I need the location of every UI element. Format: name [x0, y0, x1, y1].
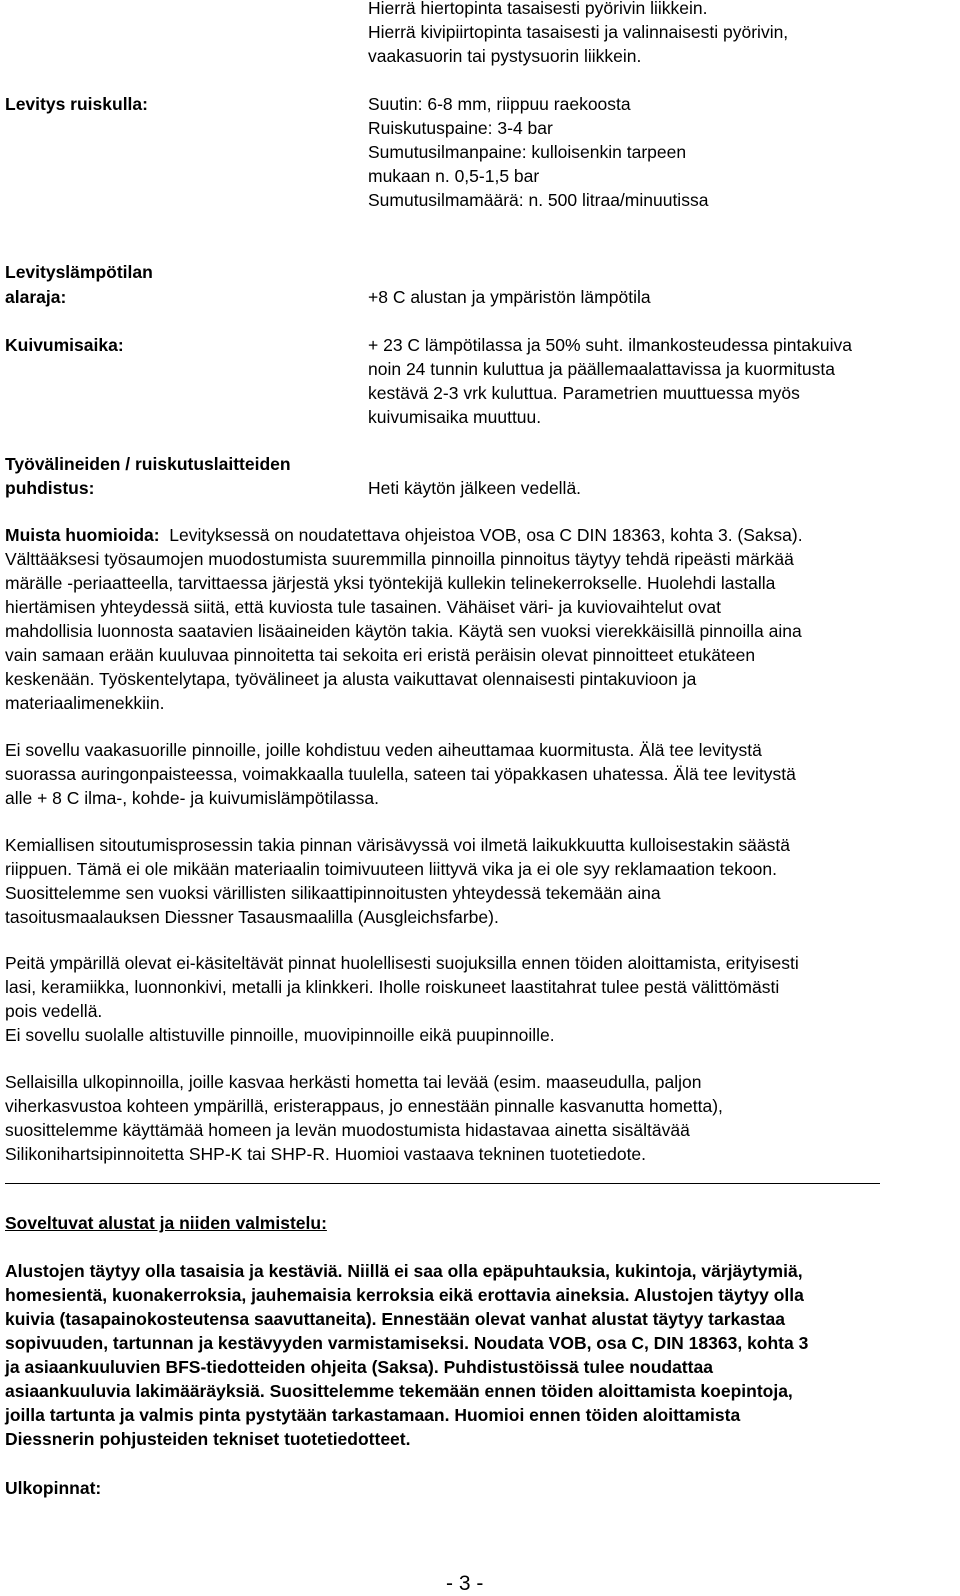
note-line-1: Välttääksesi työsaumojen muodostumista suuremmilla pinnoilla pinnoitus täytyy tehdä ripeästi märkää [5, 549, 794, 569]
para2-line-3: alle + 8 C ilma-, kohde- ja kuivumislämpötilassa. [5, 788, 379, 808]
para3-line-1: Kemiallisen sitoutumisprosessin takia pinnan värisävyssä voi ilmetä laikukkuutta kulloisestakin säästä [5, 835, 790, 855]
min-temp-value: +8 C alustan ja ympäristön lämpötila [368, 287, 651, 307]
cleaning-label-1: Työvälineiden / ruiskutuslaitteiden [5, 454, 291, 474]
spray-line-3: Sumutusilmanpaine: kulloisenkin tarpeen [368, 142, 687, 162]
note-line-4: mahdollisia luonnosta saatavien lisäaineiden käytön takia. Käytä sen vuoksi vierekkäisillä pinnoilla aina [5, 621, 802, 641]
bold-para-line-2: homesientä, kuonakerroksia, jauhemaisia kerroksia eikä erottavia aineksia. Alustojen täytyy olla [5, 1285, 804, 1305]
bold-para-line-7: joilla tartunta ja valmis pinta pystytään tarkastamaan. Huomioi ennen töiden aloittamista [5, 1405, 741, 1425]
ulkopinnat-label: Ulkopinnat: [5, 1478, 102, 1498]
para4-line-2: lasi, keramiikka, luonnonkivi, metalli ja klinkkeri. Iholle roiskuneet laastitahrat tulee pestä välittömästi [5, 977, 780, 997]
top-line-2: Hierrä kivipiirtopinta tasaisesti ja valinnaisesti pyörivin, [368, 22, 789, 42]
para4-line-4: Ei sovellu suolalle altistuville pinnoille, muovipinnoille eikä puupinnoille. [5, 1025, 555, 1045]
note-line-2: märälle -periaatteella, tarvittaessa järjestä yksi työntekijä kullekin telinekerrokselle. Huolehdi lastalla [5, 573, 776, 593]
min-temp-label-1: Levityslämpötilan [5, 262, 153, 282]
min-temp-label-2: alaraja: [5, 287, 67, 307]
para4-line-3: pois vedellä. [5, 1001, 103, 1021]
para3-line-4: tasoitusmaalauksen Diessner Tasausmaalilla (Ausgleichsfarbe). [5, 907, 499, 927]
section-heading: Soveltuvat alustat ja niiden valmistelu: [5, 1213, 327, 1233]
note-line-3: hiertämisen yhteydessä siitä, että kuviosta tule tasainen. Vähäiset väri- ja kuviovaihtelut ovat [5, 597, 721, 617]
note-first-rest: Levityksessä on noudatettava ohjeistoa VOB, osa C DIN 18363, kohta 3. (Saksa). [159, 525, 803, 545]
page-number: - 3 - [446, 1572, 484, 1595]
note-line-6: keskenään. Työskentelytapa, työvälineet ja alusta vaikuttavat olennaisesti pintakuvioon ja [5, 669, 697, 689]
para2-line-1: Ei sovellu vaakasuorille pinnoille, joille kohdistuu veden aiheuttamaa kuormitusta. Älä tee levitystä [5, 740, 762, 760]
note-lead: Muista huomioida: [5, 525, 160, 545]
top-line-1: Hierrä hiertopinta tasaisesti pyörivin liikkein. [368, 0, 708, 18]
bold-para-line-8: Diessnerin pohjusteiden tekniset tuotetiedotteet. [5, 1429, 411, 1449]
horizontal-rule [5, 1183, 880, 1184]
para3-line-3: Suosittelemme sen vuoksi värillisten silikaattipinnoitusten yhteydessä tekemään aina [5, 883, 661, 903]
spray-line-5: Sumutusilmamäärä: n. 500 litraa/minuutissa [368, 190, 709, 210]
para5-line-3: suosittelemme käyttämää homeen ja levän muodostumista hidastavaa ainetta sisältävää [5, 1120, 690, 1140]
spray-line-4: mukaan n. 0,5-1,5 bar [368, 166, 540, 186]
bold-para-line-4: sopivuuden, tartunnan ja kestävyyden varmistamiseksi. Noudata VOB, osa C, DIN 18363, kohta 3 [5, 1333, 809, 1353]
para5-line-1: Sellaisilla ulkopinnoilla, joille kasvaa herkästi hometta tai levää (esim. maaseudulla, paljon [5, 1072, 702, 1092]
para5-line-4: Silikonihartsipinnoitetta SHP-K tai SHP-R. Huomioi vastaava tekninen tuotetiedote. [5, 1144, 647, 1164]
para4-line-1: Peitä ympärillä olevat ei-käsiteltävät pinnat huolellisesti suojuksilla ennen töiden aloittamista, erityisesti [5, 953, 799, 973]
top-line-3: vaakasuorin tai pystysuorin liikkein. [368, 46, 642, 66]
drying-line-3: kestävä 2-3 vrk kuluttua. Parametrien muuttuessa myös [368, 383, 800, 403]
bold-para-line-1: Alustojen täytyy olla tasaisia ja kestäviä. Niillä ei saa olla epäpuhtauksia, kukintoja, värjäytymiä, [5, 1261, 803, 1281]
cleaning-label-2: puhdistus: [5, 478, 95, 498]
spray-label: Levitys ruiskulla: [5, 94, 148, 114]
bold-para-line-5: ja asiaankuuluvien BFS-tiedotteiden ohjeita (Saksa). Puhdistustöissä tulee noudattaa [5, 1357, 713, 1377]
drying-line-2: noin 24 tunnin kuluttua ja päällemaalattavissa ja kuormitusta [368, 359, 835, 379]
spray-line-1: Suutin: 6-8 mm, riippuu raekoosta [368, 94, 631, 114]
cleaning-value: Heti käytön jälkeen vedellä. [368, 478, 582, 498]
bold-para-line-6: asiaankuuluvia lakimääräyksiä. Suosittelemme tekemään ennen töiden aloittamista koepintoja, [5, 1381, 793, 1401]
para5-line-2: viherkasvustoa kohteen ympärillä, eristerappaus, jo ennestään pinnalle kasvanutta hometta), [5, 1096, 723, 1116]
note-line-5: vain samaan erään kuuluvaa pinnoitetta tai sekoita eri eristä peräisin olevat pinnoitteet etukäteen [5, 645, 756, 665]
spray-line-2: Ruiskutuspaine: 3-4 bar [368, 118, 553, 138]
bold-para-line-3: kuivia (tasapainokosteutensa saavuttaneita). Ennestään olevat vanhat alustat täytyy tarkastaa [5, 1309, 786, 1329]
note-line-7: materiaalimenekkiin. [5, 693, 165, 713]
drying-line-4: kuivumisaika muuttuu. [368, 407, 542, 427]
note-first-line [5, 523, 803, 547]
para2-line-2: suorassa auringonpaisteessa, voimakkaalla tuulella, sateen tai yöpakkasen uhatessa. Älä tee levitystä [5, 764, 796, 784]
para3-line-2: riippuen. Tämä ei ole mikään materiaalin toimivuuteen liittyvä vika ja ei ole syy reklamaation tekoon. [5, 859, 777, 879]
drying-line-1: + 23 C lämpötilassa ja 50% suht. ilmankosteudessa pintakuiva [368, 335, 852, 355]
drying-label: Kuivumisaika: [5, 335, 124, 355]
